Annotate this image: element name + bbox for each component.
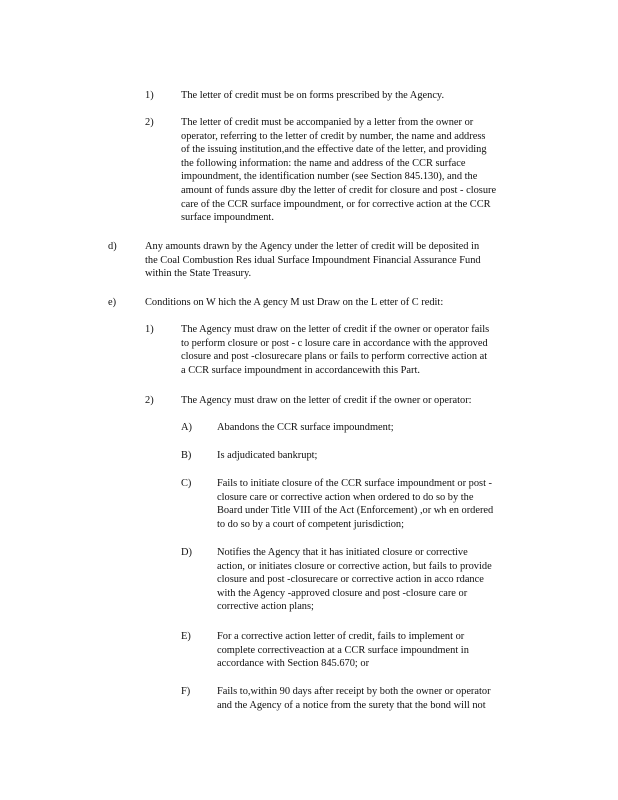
text-line: action, or initiates closure or corrective action, but fails to provide	[217, 560, 492, 572]
text-line: with the Agency -approved closure and post -closure care or	[217, 587, 468, 599]
text-line: a CCR surface impoundment in accordancewith this Part.	[181, 364, 420, 376]
text-line: The Agency must draw on the letter of credit if the owner or operator:	[181, 395, 472, 406]
item-text	[217, 630, 507, 671]
item-text	[217, 685, 535, 712]
text-line: to perform closure or post - c losure care in accordance with the approved	[181, 337, 488, 349]
item-label: C)	[181, 478, 192, 489]
text-line: Conditions on W hich the A gency M ust Draw on the L etter of C redit:	[145, 297, 444, 308]
item-text	[181, 394, 521, 408]
item-label: E)	[181, 631, 191, 642]
item-label: 1)	[145, 90, 154, 101]
item-label: e)	[108, 297, 117, 308]
item-label: B)	[181, 450, 192, 461]
item-label: F)	[181, 686, 191, 697]
text-line: For a corrective action letter of credit, fails to implement or	[217, 631, 465, 642]
item-text	[181, 116, 536, 225]
text-line: closure and post -closurecare or corrective action in acco rdance	[217, 574, 484, 586]
item-text	[217, 449, 337, 463]
item-label: 2)	[145, 117, 154, 128]
item-text	[217, 477, 535, 531]
text-line: The letter of credit must be on forms prescribed by the Agency.	[181, 90, 445, 101]
text-line: corrective action plans;	[217, 601, 314, 613]
text-line: complete correctiveaction at a CCR surface impoundment in	[217, 644, 469, 656]
item-text	[181, 89, 486, 103]
text-line: and the Agency of a notice from the surety that the bond will not	[217, 699, 486, 711]
item-text	[145, 240, 535, 281]
text-line: amount of funds assure dby the letter of credit for closure and post - closure	[181, 184, 497, 196]
text-line: surface impoundment.	[181, 212, 274, 224]
text-line: within the State Treasury.	[145, 268, 252, 280]
text-line: impoundment, the identification number (see Section 845.130), and the	[181, 171, 478, 183]
text-line: of the issuing institution,and the effective date of the letter, and providing	[181, 144, 487, 156]
text-line: The Agency must draw on the letter of credit if the owner or operator fails	[181, 324, 490, 335]
text-line: the Coal Combustion Res idual Surface Impoundment Financial Assurance Fund	[145, 254, 481, 266]
text-line: The letter of credit must be accompanied by a letter from the owner or	[181, 117, 474, 128]
item-text	[217, 421, 417, 435]
item-label: A)	[181, 422, 192, 433]
text-line: to do so by a court of competent jurisdiction;	[217, 518, 404, 530]
text-line: care of the CCR surface impoundment, or for corrective action at the CCR	[181, 198, 491, 210]
item-text	[217, 546, 535, 614]
text-line: Notifies the Agency that it has initiated closure or corrective	[217, 547, 468, 558]
text-line: accordance with Section 845.670; or	[217, 658, 370, 670]
item-text	[145, 296, 485, 310]
text-line: Abandons the CCR surface impoundment;	[217, 422, 394, 433]
item-text	[181, 323, 536, 377]
text-line: Fails to initiate closure of the CCR surface impoundment or post -	[217, 478, 493, 489]
text-line: closure care or corrective action when ordered to do so by the	[217, 491, 474, 503]
text-line: Board under Title VIII of the Act (Enforcement) ,or wh en ordered	[217, 505, 494, 517]
text-line: Fails to,within 90 days after receipt by both the owner or operator	[217, 686, 491, 697]
text-line: Is adjudicated bankrupt;	[217, 450, 318, 461]
item-label: 1)	[145, 324, 154, 335]
text-line: closure and post -closurecare plans or fails to perform corrective action at	[181, 351, 488, 363]
item-label: 2)	[145, 395, 154, 406]
text-line: operator, referring to the letter of credit by number, the name and address	[181, 130, 486, 142]
item-label: D)	[181, 547, 192, 558]
item-label: d)	[108, 241, 117, 252]
text-line: the following information: the name and address of the CCR surface	[181, 157, 466, 169]
text-line: Any amounts drawn by the Agency under the letter of credit will be deposited in	[145, 241, 480, 252]
